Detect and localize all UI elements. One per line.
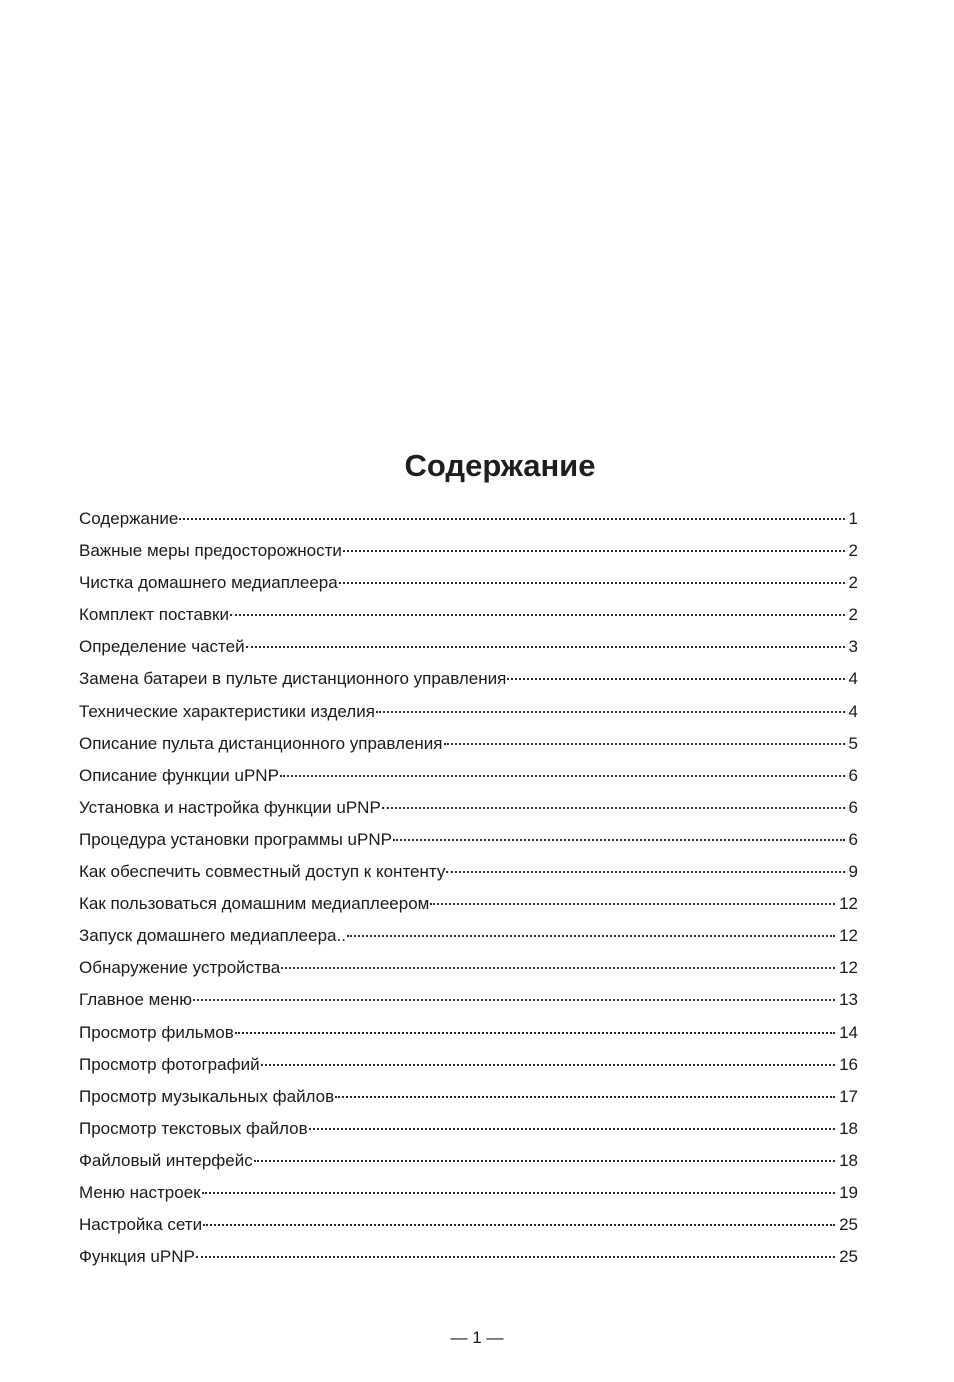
toc-entry-title: Важные меры предосторожности xyxy=(79,541,342,561)
toc-entry-page: 18 xyxy=(839,1118,858,1138)
toc-entry-page: 12 xyxy=(839,926,858,946)
toc-entry-page: 12 xyxy=(839,958,858,978)
toc-entry-page: 12 xyxy=(839,894,858,914)
toc-entry-page: 9 xyxy=(848,862,858,882)
toc-entry-page: 4 xyxy=(848,669,858,689)
toc-entry-page: 2 xyxy=(848,605,858,625)
toc-entry-page: 25 xyxy=(839,1247,858,1267)
toc-dot-leader xyxy=(393,819,845,841)
toc-dot-leader xyxy=(347,915,835,937)
toc-entry-page: 3 xyxy=(848,637,858,657)
toc-dot-leader xyxy=(309,1108,835,1130)
toc-dot-leader xyxy=(281,947,835,969)
page-title: Содержание xyxy=(404,448,596,483)
toc-entry-title: Настройка сети xyxy=(79,1215,203,1235)
toc-dot-leader xyxy=(230,594,845,616)
toc-dot-leader xyxy=(193,979,835,1001)
toc-entry-page: 13 xyxy=(839,990,858,1010)
toc-entry-page: 2 xyxy=(848,573,858,593)
toc-entry-title: Описание пульта дистанционного управления xyxy=(79,733,443,753)
toc-entry-title: Замена батареи в пульте дистанционного управления xyxy=(79,669,507,689)
toc-entry-title: Комплект поставки xyxy=(79,605,229,625)
toc-dot-leader xyxy=(335,1076,835,1098)
table-of-contents xyxy=(79,502,858,1272)
toc-dot-leader xyxy=(339,562,845,584)
page-number: — 1 — xyxy=(450,1328,504,1347)
toc-entry-page: 18 xyxy=(839,1150,858,1170)
toc-entry-title: Просмотр фотографий xyxy=(79,1054,260,1074)
toc-dot-leader xyxy=(261,1044,836,1066)
toc-dot-leader xyxy=(507,658,844,680)
toc-dot-leader xyxy=(254,1140,835,1162)
toc-entry-title: Как обеспечить совместный доступ к контенту xyxy=(79,862,446,882)
toc-dot-leader xyxy=(203,1204,835,1226)
toc-entry-title: Технические характеристики изделия xyxy=(79,701,375,721)
toc-entry-page: 16 xyxy=(839,1054,858,1074)
toc-entry-page: 6 xyxy=(848,765,858,785)
toc-entry-page: 17 xyxy=(839,1086,858,1106)
toc-entry-title: Просмотр текстовых файлов xyxy=(79,1118,308,1138)
toc-entry-title: Обнаружение устройства xyxy=(79,958,281,978)
toc-entry[interactable] xyxy=(79,1240,858,1272)
toc-entry-title: Чистка домашнего медиаплеера xyxy=(79,573,338,593)
toc-dot-leader xyxy=(202,1172,835,1194)
toc-entry-title: Описание функции uPNP xyxy=(79,765,279,785)
toc-entry-title: Определение частей xyxy=(79,637,245,657)
toc-dot-leader xyxy=(430,883,835,905)
toc-dot-leader xyxy=(280,755,845,777)
toc-dot-leader xyxy=(382,787,845,809)
toc-entry-title: Меню настроек xyxy=(79,1182,201,1202)
toc-entry-title: Процедура установки программы uPNP xyxy=(79,829,392,849)
toc-entry-title: Установка и настройка функции uPNP xyxy=(79,797,381,817)
toc-entry-page: 19 xyxy=(839,1182,858,1202)
toc-entry-page: 14 xyxy=(839,1022,858,1042)
toc-entry-title: Файловый интерфейс xyxy=(79,1150,253,1170)
toc-dot-leader xyxy=(235,1012,835,1034)
toc-entry-title: Главное меню xyxy=(79,990,192,1010)
toc-dot-leader xyxy=(444,723,845,745)
toc-entry-page: 5 xyxy=(848,733,858,753)
toc-entry-page: 6 xyxy=(848,829,858,849)
toc-entry-page: 25 xyxy=(839,1215,858,1235)
toc-entry-title: Запуск домашнего медиаплеера.. xyxy=(79,926,346,946)
toc-entry-title: Просмотр музыкальных файлов xyxy=(79,1086,335,1106)
toc-entry-page: 1 xyxy=(848,509,858,528)
toc-dot-leader xyxy=(343,530,845,552)
toc-entry-title: Функция uPNP xyxy=(79,1247,195,1267)
toc-dot-leader xyxy=(196,1236,835,1258)
toc-entry-page: 6 xyxy=(848,797,858,817)
toc-dot-leader xyxy=(446,851,844,873)
toc-entry-title: Как пользоваться домашним медиаплеером xyxy=(79,894,430,914)
toc-entry-title: Просмотр фильмов xyxy=(79,1022,234,1042)
toc-dot-leader xyxy=(179,498,844,520)
toc-entry-title: Содержание xyxy=(79,509,179,528)
toc-entry-page: 2 xyxy=(848,541,858,561)
toc-dot-leader xyxy=(246,626,845,648)
toc-dot-leader xyxy=(376,691,845,713)
toc-entry-page: 4 xyxy=(848,701,858,721)
